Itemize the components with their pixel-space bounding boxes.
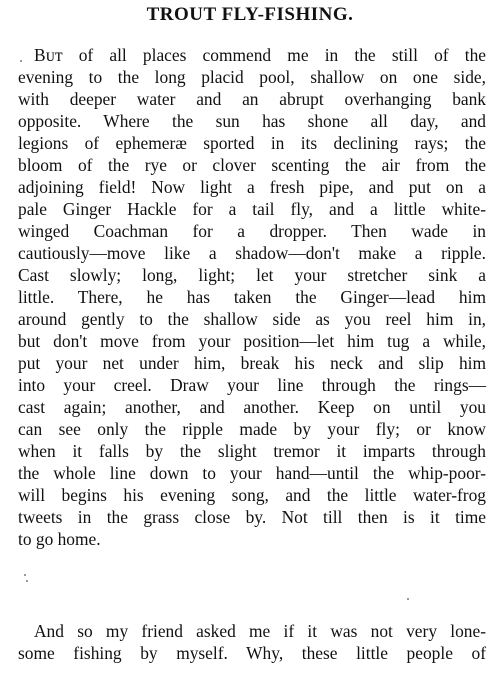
text-line: some fishing by myself. Why, these little people of bbox=[18, 643, 486, 663]
ink-speck bbox=[26, 580, 28, 582]
text-line: evening to the long placid pool, shallow on one side, bbox=[18, 67, 486, 87]
text-line: into your creel. Draw your line through the rings— bbox=[18, 375, 486, 395]
text-line: Bᴜᴛ of all places commend me in the still of the bbox=[34, 45, 486, 65]
text-line: but don't move from your position—let him tug a while, bbox=[18, 331, 486, 351]
text-line: winged Coachman for a dropper. Then wade in bbox=[18, 221, 486, 241]
text-line: to go home. bbox=[18, 529, 101, 549]
text-line: legions of ephemeræ sported in its declining rays; the bbox=[18, 133, 486, 153]
page-title: TROUT FLY-FISHING. bbox=[146, 4, 354, 25]
text-line: bloom of the rye or clover scenting the air from the bbox=[18, 155, 486, 175]
text-line: can see only the ripple made by your fly; or know bbox=[18, 419, 486, 439]
text-line: Cast slowly; long, light; let your stretcher sink a bbox=[18, 265, 486, 285]
text-line: cautiously—move like a shadow—don't make a ripple. bbox=[18, 243, 486, 263]
text-line: little. There, he has taken the Ginger—lead him bbox=[18, 287, 486, 307]
text-line: with deeper water and an abrupt overhanging bank bbox=[18, 89, 486, 109]
ink-speck bbox=[407, 598, 409, 600]
ink-speck bbox=[24, 574, 26, 576]
text-line: tweets in the grass close by. Not till then is it time bbox=[18, 507, 486, 527]
text-line: pale Ginger Hackle for a tail fly, and a little white- bbox=[18, 199, 486, 219]
ink-speck bbox=[20, 60, 22, 62]
text-line: And so my friend asked me if it was not very lone- bbox=[34, 621, 486, 641]
text-line: put your net under him, break his neck and slip him bbox=[18, 353, 486, 373]
text-line: around gently to the shallow side as you reel him in, bbox=[18, 309, 486, 329]
text-line: cast again; another, and another. Keep on until you bbox=[18, 397, 486, 417]
text-line: when it falls by the slight tremor it imparts through bbox=[18, 441, 486, 461]
text-line: the whole line down to your hand—until the whip-poor- bbox=[18, 463, 486, 483]
text-line: opposite. Where the sun has shone all day, and bbox=[18, 111, 486, 131]
text-line: adjoining field! Now light a fresh pipe, and put on a bbox=[18, 177, 486, 197]
text-line: will begins his evening song, and the little water-frog bbox=[18, 485, 486, 505]
